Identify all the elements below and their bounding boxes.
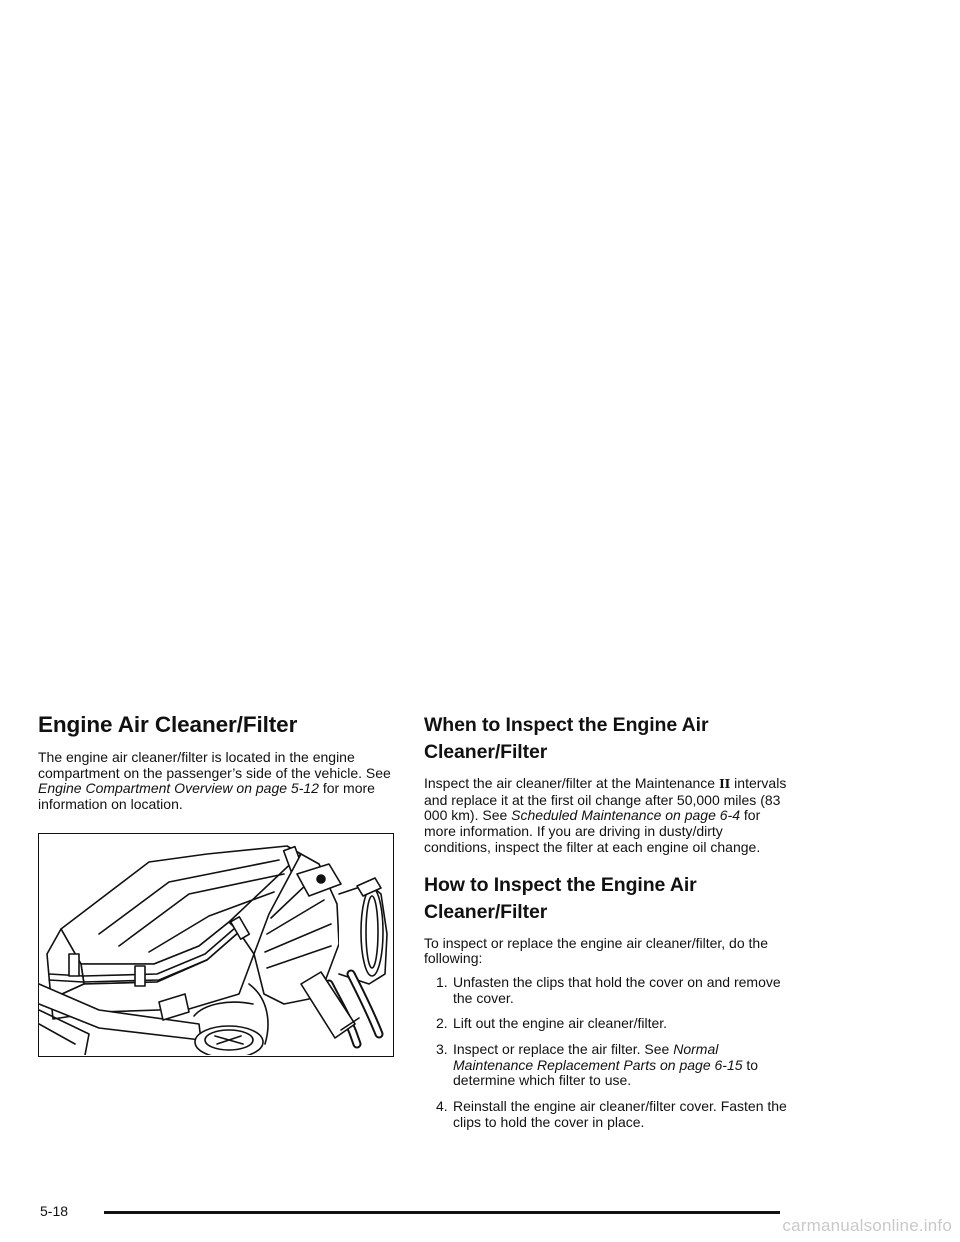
section-heading-how-to-inspect [424, 872, 790, 926]
air-cleaner-illustration [38, 833, 394, 1057]
heading-line-2: Cleaner/Filter [424, 900, 548, 923]
step-number: 2. [436, 1015, 448, 1032]
step-number: 3. [436, 1041, 448, 1058]
heading-line-1: When to Inspect the Engine Air [424, 714, 709, 736]
section-heading-air-cleaner: Engine Air Cleaner/Filter [38, 712, 298, 737]
list-item [424, 1042, 790, 1089]
list-item [424, 975, 790, 1006]
p-text-1: Inspect the air cleaner/filter at the Maintenance [424, 775, 716, 791]
intro-text-1: The engine air cleaner/filter is located in the engine compartment on the passenger’s side of the vehicle. See [38, 749, 391, 781]
intro-paragraph [38, 750, 398, 813]
p-text-2: intervals and replace it at the first oil change after 50,000 miles (83 000 km). See [424, 775, 787, 824]
site-watermark: carmanualsonline.info [782, 1216, 952, 1235]
maintenance-ii-marker: II [719, 777, 731, 791]
step-number: 1. [436, 973, 448, 990]
xref-engine-compartment-overview[interactable]: Engine Compartment Overview on page 5-12 [38, 780, 319, 797]
xref-normal-maintenance-parts[interactable]: Normal Maintenance Replacement Parts on page 6-15 [453, 1041, 743, 1073]
right-column [424, 712, 790, 1141]
inspection-steps-list [424, 975, 790, 1131]
list-item [424, 1099, 790, 1130]
list-item [424, 1016, 790, 1032]
how-to-inspect-intro: To inspect or replace the engine air cleaner/filter, do the following: [424, 934, 768, 967]
step-text: Inspect or replace the air filter. See [453, 1041, 674, 1058]
heading-line-2: Cleaner/Filter [424, 741, 548, 763]
section-heading-when-to-inspect [424, 712, 790, 766]
heading-line-1: How to Inspect the Engine Air [424, 873, 697, 896]
xref-scheduled-maintenance[interactable]: Scheduled Maintenance on page 6-4 [511, 807, 740, 824]
intro-text-2: for more information on location. [38, 780, 375, 813]
when-to-inspect-paragraph [424, 776, 790, 856]
footer-divider [104, 1211, 780, 1214]
step-text: Lift out the engine air cleaner/filter. [453, 1015, 668, 1032]
step-text: Unfasten the clips that hold the cover on and remove the cover. [453, 973, 781, 1006]
step-text: to determine which filter to use. [453, 1056, 759, 1089]
page-number: 5-18 [40, 1203, 69, 1219]
p-text-3: for more information. If you are driving in dusty/dirty conditions, inspect the filter at each engine oil change. [424, 807, 761, 855]
left-column [38, 712, 398, 1057]
air-cleaner-drawing [39, 834, 392, 1055]
step-text: Reinstall the engine air cleaner/filter cover. Fasten the clips to hold the cover in place. [453, 1098, 787, 1130]
step-number: 4. [436, 1098, 448, 1115]
